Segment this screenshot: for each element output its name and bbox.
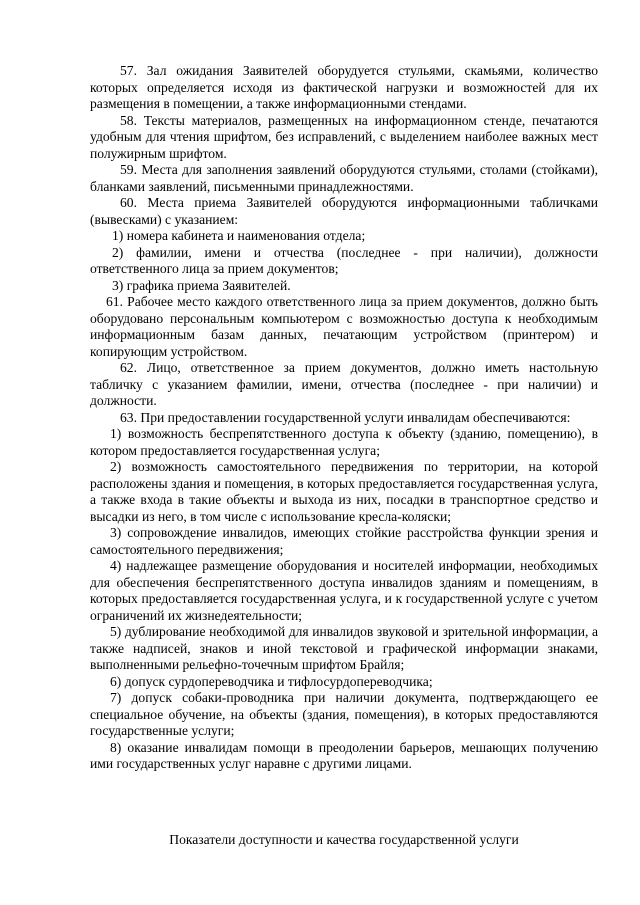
- paragraph-63-item-6: 6) допуск сурдопереводчика и тифлосурдопереводчика;: [110, 673, 433, 689]
- paragraph-63-item-5: 5) дублирование необходимой для инвалидов звуковой и зрительной информации, а также надписей, знаков и иной текстовой и графической информации знаками, выполненными рельефно-точечным шрифтом Брайля;: [90, 624, 598, 672]
- paragraph-61: 61. Рабочее место каждого ответственного лица за прием документов, должно быть оборудовано персональным компьютером с возможностью доступа к необходимым информационным базам данных, печатающим устройством (принтером) и копирующим устройством.: [90, 294, 598, 359]
- paragraph-63: 63. При предоставлении государственной услуги инвалидам обеспечиваются:: [120, 409, 571, 425]
- paragraph-63-item-1: 1) возможность беспрепятственного доступа к объекту (зданию, помещению), в котором предоставляется государственная услуга;: [90, 426, 598, 458]
- paragraph-60: 60. Места приема Заявителей оборудуются информационными табличками (вывесками) с указанием:: [90, 195, 598, 227]
- paragraph-60-item-2: 2) фамилии, имени и отчества (последнее - при наличии), должности ответственного лица за прием документов;: [90, 244, 598, 276]
- paragraph-62: 62. Лицо, ответственное за прием документов, должно иметь настольную табличку с указанием фамилии, имени, отчества (последнее - при наличии) и должности.: [90, 360, 598, 408]
- document-body: [90, 63, 598, 773]
- paragraph-57: 57. Зал ожидания Заявителей оборудуется стульями, скамьями, количество которых определяется исходя из фактической нагрузки и возможностей для их размещения в помещении, а также информационными стендами.: [90, 63, 598, 111]
- paragraph-60-item-3: 3) графика приема Заявителей.: [112, 277, 291, 293]
- paragraph-63-item-2: 2) возможность самостоятельного передвижения по территории, на которой расположены здания и помещения, в которых предоставляется государственная услуга, а также входа в такие объекты и выхода из них, посадки в транспортное средство и высадки из него, в том числе с использование кресла-коляски;: [90, 459, 598, 524]
- paragraph-58: 58. Тексты материалов, размещенных на информационном стенде, печатаются удобным для чтения шрифтом, без исправлений, с выделением наиболее важных мест полужирным шрифтом.: [90, 112, 598, 161]
- paragraph-63-item-7: 7) допуск собаки-проводника при наличии документа, подтверждающего ее специальное обучение, на объекты (здания, помещения), в которых предоставляются государственные услуги;: [90, 690, 598, 738]
- section-heading: Показатели доступности и качества государственной услуги: [169, 832, 519, 847]
- paragraph-59: 59. Места для заполнения заявлений оборудуются стульями, столами (стойками), бланками заявлений, письменными принадлежностями.: [90, 162, 598, 194]
- paragraph-63-item-4: 4) надлежащее размещение оборудования и носителей информации, необходимых для обеспечения беспрепятственного доступа инвалидов зданиям и помещениям, в которых предоставляется государственная услуга, и к государственной услуге с учетом ограничений их жизнедеятельности;: [90, 558, 598, 623]
- paragraph-60-item-1: 1) номера кабинета и наименования отдела;: [112, 228, 366, 243]
- paragraph-63-item-3: 3) сопровождение инвалидов, имеющих стойкие расстройства функции зрения и самостоятельного передвижения;: [90, 525, 598, 557]
- paragraph-63-item-8: 8) оказание инвалидам помощи в преодолении барьеров, мешающих получению ими государственных услуг наравне с другими лицами.: [90, 739, 598, 771]
